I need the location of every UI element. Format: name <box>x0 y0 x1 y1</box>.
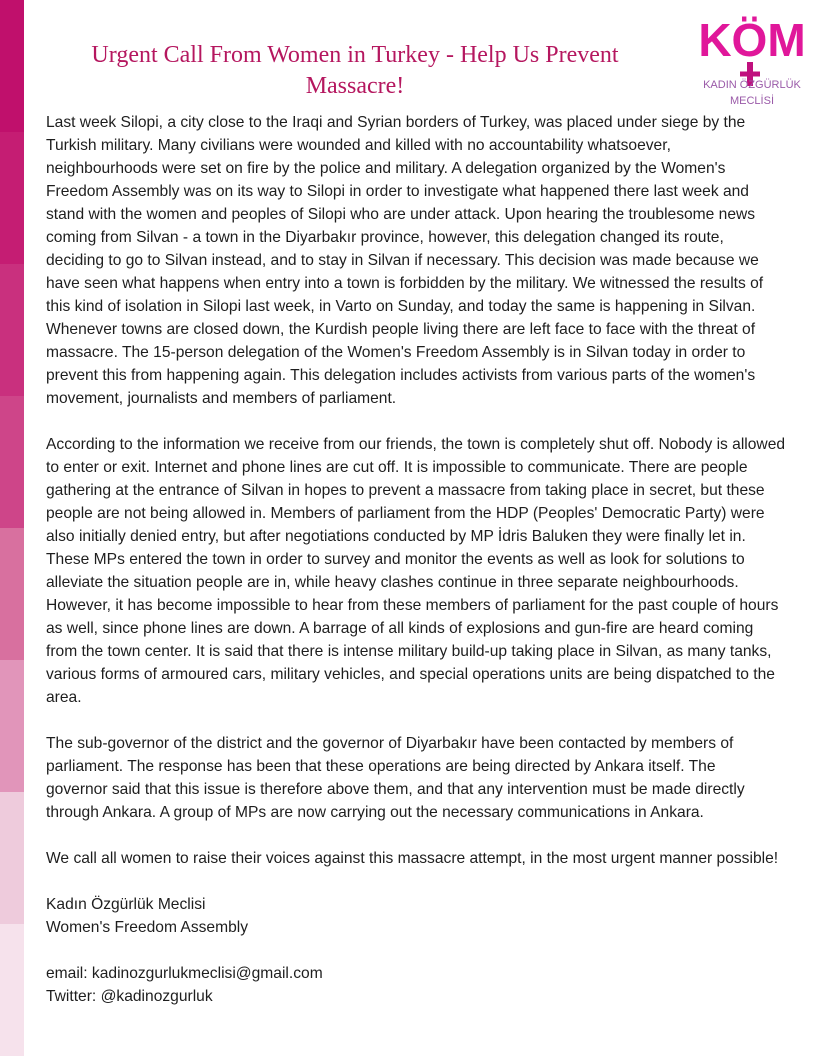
text-line: email: kadinozgurlukmeclisi@gmail.com <box>46 965 323 982</box>
strip-segment <box>0 132 24 264</box>
strip-segment <box>0 924 24 1056</box>
text-line: governor said that this issue is therefore above them, and that any intervention must be made directly <box>46 781 745 798</box>
paragraph <box>46 433 816 709</box>
text-line: According to the information we receive from our friends, the town is completely shut off. Nobody is allowed <box>46 436 786 453</box>
strip-segment <box>0 792 24 924</box>
paragraph <box>46 847 816 870</box>
logo-line2: MECLİSİ <box>729 95 775 107</box>
logo-letters: KÖM <box>698 14 806 66</box>
strip-segment <box>0 660 24 792</box>
page-title: Urgent Call From Women in Turkey - Help Us Prevent Massacre! <box>91 42 619 99</box>
text-line: through Ankara. A group of MPs are now carrying out the necessary communications in Ankara. <box>46 804 704 821</box>
text-line: deciding to go to Silvan instead, and to stay in Silvan if necessary. This decision was made because we <box>46 252 759 269</box>
kom-logo <box>690 6 814 110</box>
text-line: gathering at the entrance of Silvan in hopes to prevent a massacre from taking place in secret, but these <box>46 482 765 499</box>
text-line: Turkish military. Many civilians were wounded and killed with no accountability whatsoever, <box>46 137 671 154</box>
text-line: Twitter: @kadinozgurluk <box>46 988 213 1005</box>
text-line: massacre. The 15-person delegation of the Women's Freedom Assembly is in Silvan today in order to <box>46 344 746 361</box>
text-line: this kind of isolation in Silopi last week, in Varto on Sunday, and today the same is happening in Silvan. <box>46 298 756 315</box>
text-line: Whenever towns are closed down, the Kurdish people living there are left face to face with the threat of <box>46 321 756 338</box>
text-line: coming from Silvan - a town in the Diyarbakır province, however, this delegation changed its route, <box>46 229 724 246</box>
text-line: also initially denied entry, but after negotiations conducted by MP İdris Baluken they were finally let in. <box>46 528 746 545</box>
strip-segment <box>0 0 24 132</box>
text-line: Last week Silopi, a city close to the Iraqi and Syrian borders of Turkey, was placed under siege by the <box>46 114 746 131</box>
text-line: as well, since phone lines are down. A barrage of all kinds of explosions and gun-fire are heard coming <box>46 620 754 637</box>
text-line: have seen what happens when entry into a town is forbidden by the military. We witnessed the results of <box>46 275 764 292</box>
text-line: neighbourhoods were set on fire by the police and military. A delegation organized by the Women's <box>46 160 726 177</box>
strip-segment <box>0 396 24 528</box>
paragraph <box>46 111 816 410</box>
text-line: Women's Freedom Assembly <box>46 919 249 936</box>
text-line: Freedom Assembly was on its way to Silopi in order to investigate what happened there last week and <box>46 183 749 200</box>
text-line: people are not being allowed in. Members of parliament from the HDP (Peoples' Democratic Party) were <box>46 505 765 522</box>
text-line: from the town center. It is said that there is intense military build-up taking place in Silvan, as many tanks, <box>46 643 772 660</box>
paragraph <box>46 962 816 1008</box>
paragraph <box>46 893 816 939</box>
paragraph <box>46 732 816 824</box>
decorative-color-strip <box>0 0 24 1056</box>
text-line: However, it has become impossible to hear from these members of parliament for the past couple of hours <box>46 597 779 614</box>
text-line: area. <box>46 689 82 706</box>
strip-segment <box>0 264 24 396</box>
text-line: various forms of armoured cars, military vehicles, and special operations units are being dispatched to the <box>46 666 775 683</box>
text-line: parliament. The response has been that these operations are being directed by Ankara itself. The <box>46 758 716 775</box>
letter-body <box>46 111 816 1031</box>
strip-segment <box>0 528 24 660</box>
text-line: to enter or exit. Internet and phone lines are cut off. It is impossible to communicate. There are people <box>46 459 748 476</box>
text-line: alleviate the situation people are in, while heavy clashes continue in three separate neighbourhoods. <box>46 574 739 591</box>
text-line: The sub-governor of the district and the governor of Diyarbakır have been contacted by members of <box>46 735 734 752</box>
text-line: prevent this from happening again. This delegation includes activists from various parts of the women's <box>46 367 756 384</box>
text-line: These MPs entered the town in order to survey and monitor the events as well as look for solutions to <box>46 551 745 568</box>
text-line: Kadın Özgürlük Meclisi <box>46 896 206 913</box>
text-line: stand with the women and peoples of Silopi who are under attack. Upon hearing the troublesome news <box>46 206 756 223</box>
text-line: movement, journalists and members of parliament. <box>46 390 397 407</box>
logo-line1: KADIN ÖZGÜRLÜK <box>703 79 801 91</box>
text-line: We call all women to raise their voices against this massacre attempt, in the most urgent manner possible! <box>46 850 779 867</box>
